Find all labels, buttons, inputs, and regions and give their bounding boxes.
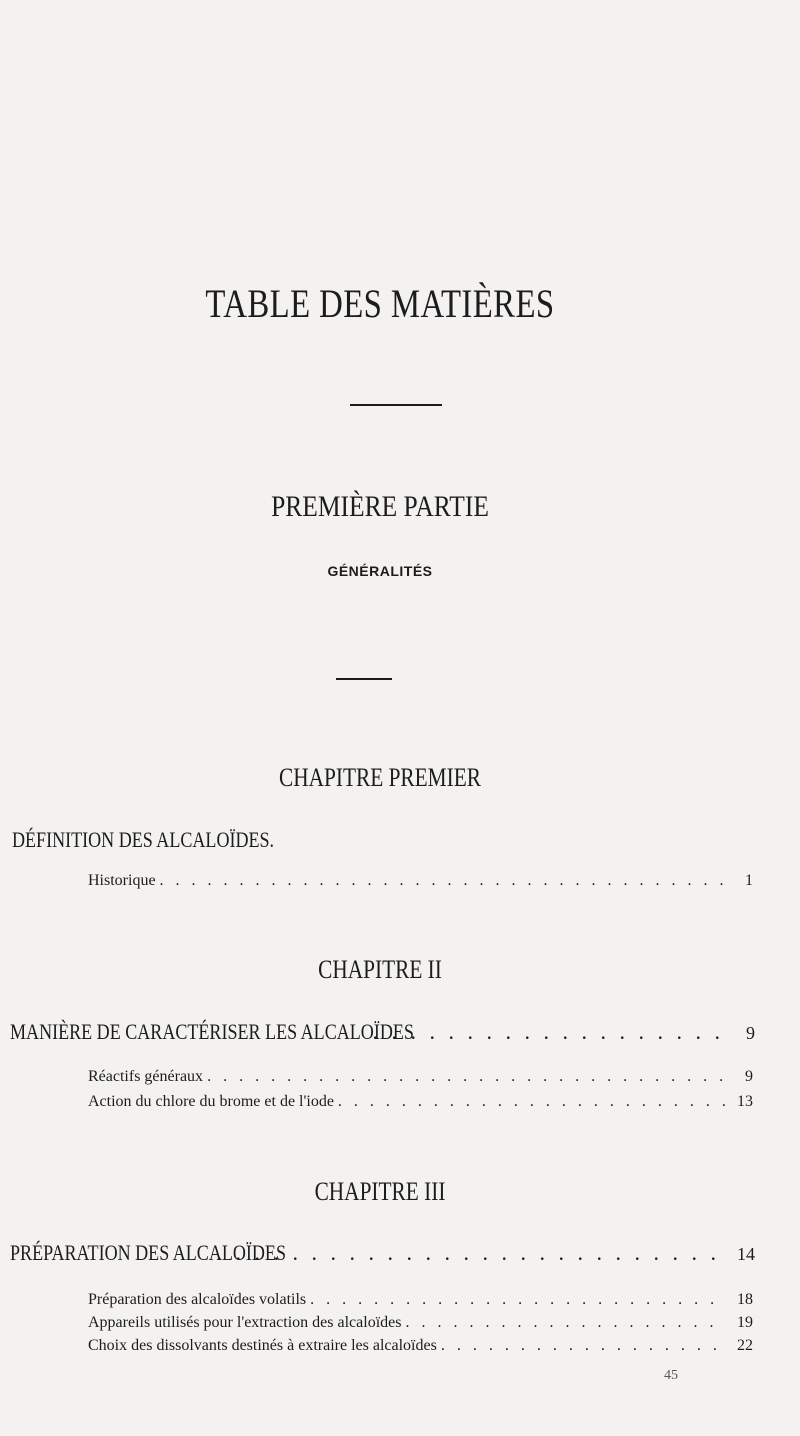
- toc-page-number: 18: [737, 1291, 753, 1308]
- leader-dots: [207, 1068, 725, 1086]
- toc-entry-label: Appareils utilisés pour l'extraction des alcaloïdes: [88, 1314, 402, 1331]
- toc-entry: [88, 1068, 753, 1086]
- toc-entry: [88, 872, 753, 890]
- leader-dots: [441, 1337, 725, 1355]
- leader-dots: [216, 1240, 727, 1266]
- section-title: MANIÈRE DE CARACTÉRISER LES ALCALOÏDES: [10, 1019, 414, 1044]
- page-title: TABLE DES MATIÈRES: [205, 281, 555, 326]
- toc-entry-label: Choix des dissolvants destinés à extraire les alcaloïdes: [88, 1337, 437, 1354]
- section-title: PRÉPARATION DES ALCALOÏDES: [10, 1240, 286, 1265]
- part-title: PREMIÈRE PARTIE: [271, 490, 489, 523]
- leader-dots: [338, 1093, 725, 1111]
- toc-page-number: 9: [746, 1023, 755, 1043]
- section-title: DÉFINITION DES ALCALOÏDES.: [12, 827, 275, 852]
- toc-entry-label: Action du chlore du brome et de l'iode: [88, 1093, 334, 1110]
- chapter-heading: CHAPITRE II: [318, 955, 442, 984]
- toc-entry-label: Historique: [88, 872, 156, 889]
- leader-dots: [372, 1019, 727, 1045]
- leader-dots: [405, 1314, 725, 1332]
- leader-dots: [310, 1291, 725, 1309]
- toc-page-number: 22: [737, 1337, 753, 1354]
- toc-page-number: 19: [737, 1314, 753, 1331]
- toc-entry: [88, 1093, 753, 1111]
- toc-page-number: 13: [737, 1093, 753, 1110]
- toc-entry: [88, 1314, 753, 1332]
- toc-page-number: 9: [745, 1068, 753, 1085]
- section-entry: [10, 1019, 755, 1045]
- leader-dots: [160, 872, 725, 890]
- part-subtitle: GÉNÉRALITÉS: [327, 563, 433, 579]
- toc-entry: [88, 1337, 753, 1355]
- toc-entry-label: Préparation des alcaloïdes volatils: [88, 1291, 307, 1308]
- toc-page-number: 1: [745, 872, 753, 889]
- part-rule: [336, 678, 392, 680]
- toc-entry-label: Réactifs généraux: [88, 1068, 204, 1085]
- title-rule: [350, 404, 442, 406]
- chapter-heading: CHAPITRE PREMIER: [279, 763, 481, 792]
- section-entry: [10, 1240, 755, 1266]
- chapter-heading: CHAPITRE III: [314, 1177, 446, 1206]
- toc-page-number: 14: [737, 1244, 755, 1264]
- toc-entry: [88, 1291, 753, 1309]
- signature-mark: 45: [664, 1368, 678, 1383]
